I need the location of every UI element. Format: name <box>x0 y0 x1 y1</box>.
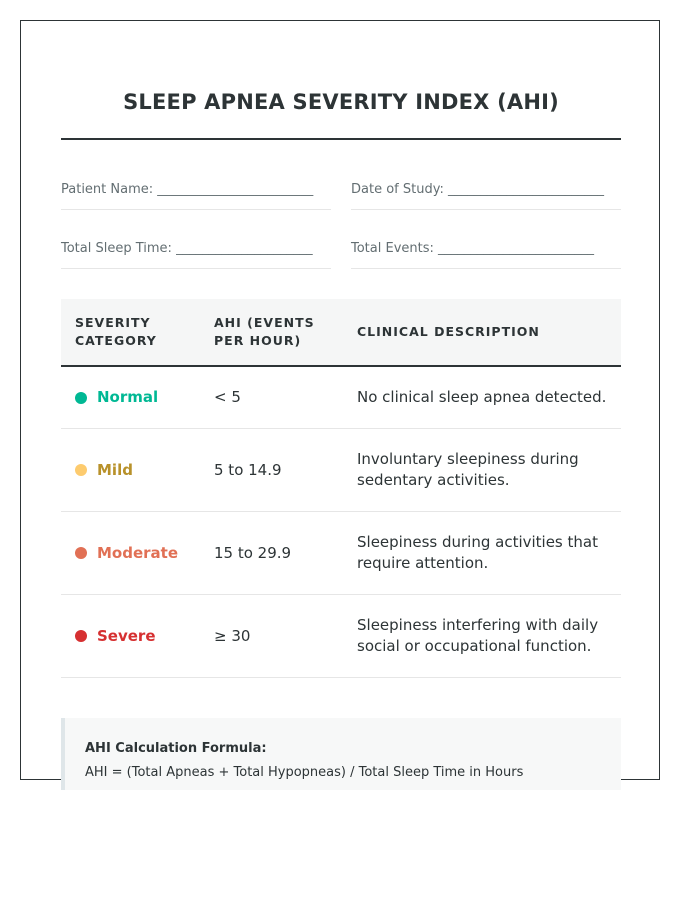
table-row <box>61 595 621 678</box>
status-dot-icon <box>75 547 87 559</box>
ahi-cell: 15 to 29.9 <box>200 512 343 595</box>
severity-label: Moderate <box>97 543 179 562</box>
ahi-cell: 5 to 14.9 <box>200 429 343 512</box>
title-divider <box>61 138 621 140</box>
severity-cell <box>61 595 200 678</box>
document-content <box>61 20 621 790</box>
status-dot-icon <box>75 630 87 642</box>
total-sleep-time-field[interactable]: Total Sleep Time: _____________________ <box>61 240 331 269</box>
description-cell: No clinical sleep apnea detected. <box>343 366 621 429</box>
total-events-field[interactable]: Total Events: ________________________ <box>351 240 621 269</box>
header-clinical-description: CLINICAL DESCRIPTION <box>343 299 621 366</box>
description-cell: Sleepiness during activities that require attention. <box>343 512 621 595</box>
table-row <box>61 512 621 595</box>
header-ahi: AHI (EVENTS PER HOUR) <box>200 299 343 366</box>
ahi-cell: < 5 <box>200 366 343 429</box>
table-row <box>61 366 621 429</box>
document-title: SLEEP APNEA SEVERITY INDEX (AHI) <box>123 90 559 114</box>
severity-cell <box>61 366 200 429</box>
formula-box <box>61 718 621 790</box>
status-dot-icon <box>75 464 87 476</box>
severity-label: Mild <box>97 460 133 479</box>
description-cell: Involuntary sleepiness during sedentary activities. <box>343 429 621 512</box>
patient-name-field[interactable]: Patient Name: ________________________ <box>61 181 331 210</box>
severity-cell <box>61 429 200 512</box>
severity-table <box>61 299 621 678</box>
description-cell: Sleepiness interfering with daily social or occupational function. <box>343 595 621 678</box>
patient-fields <box>61 181 621 269</box>
status-dot-icon <box>75 392 87 404</box>
severity-label: Normal <box>97 388 159 406</box>
formula-title: AHI Calculation Formula: <box>85 741 267 756</box>
severity-cell <box>61 512 200 595</box>
formula-text: AHI = (Total Apneas + Total Hypopneas) / Total Sleep Time in Hours <box>85 765 524 780</box>
date-of-study-field[interactable]: Date of Study: ________________________ <box>351 181 621 210</box>
header-severity-category: SEVERITY CATEGORY <box>61 299 200 366</box>
table-row <box>61 429 621 512</box>
severity-label: Severe <box>97 626 156 645</box>
table-header-row <box>61 299 621 366</box>
ahi-cell: ≥ 30 <box>200 595 343 678</box>
